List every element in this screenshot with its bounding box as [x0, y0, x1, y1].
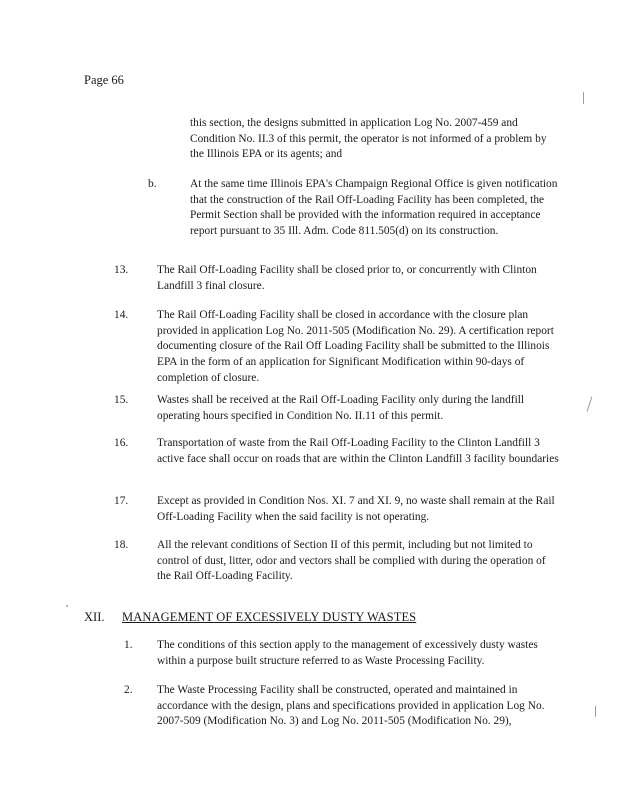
item-b-text: At the same time Illinois EPA's Champaign Regional Office is given notification that the construction of the Rail Off-Loading Facility has been completed, the Permit Section shall be provided with the information required in acceptance report pursuant to 35 Ill. Adm. Code 811.505(d) on its construction. — [190, 178, 558, 238]
condition-17-text: Except as provided in Condition Nos. XI. 7 and XI. 9, no waste shall remain at the Rail Off-Loading Facility when the said facility is not operating. — [157, 495, 555, 523]
condition-18-text: All the relevant conditions of Section II of this permit, including but not limited to control of dust, litter, odor and vectors shall be complied with during the operation of the Rail Off-Loading Facility. — [157, 539, 546, 583]
condition-14-number: 14. — [114, 309, 129, 321]
scan-speck — [583, 92, 584, 104]
scan-speck — [66, 605, 68, 607]
section-item-1-text: The conditions of this section apply to the management of excessively dusty wastes within a purpose built structure referred to as Waste Processing Facility. — [157, 639, 538, 667]
item-b-marker: b. — [148, 178, 157, 190]
page-number: Page 66 — [84, 73, 124, 87]
scan-speck — [595, 706, 596, 717]
condition-17-number: 17. — [114, 495, 129, 507]
scan-speck — [587, 396, 593, 412]
condition-13-number: 13. — [114, 264, 129, 276]
section-number: XII. — [84, 610, 105, 624]
condition-18-number: 18. — [114, 539, 129, 551]
condition-15-number: 15. — [114, 394, 129, 406]
section-item-2-number: 2. — [124, 684, 133, 696]
condition-14-text: The Rail Off-Loading Facility shall be closed in accordance with the closure plan provided in application Log No. 2011-505 (Modification No. 29). A certification report documenting closure of the Rail Off Loading Facility shall be submitted to the Illinois EPA in the form of an application for Significant Modification within 90-days of completion of closure. — [157, 309, 554, 384]
continued-paragraph: this section, the designs submitted in application Log No. 2007-459 and Condition No. II.3 of this permit, the operator is not informed of a problem by the Illinois EPA or its agents; and — [190, 117, 547, 161]
condition-15-text: Wastes shall be received at the Rail Off-Loading Facility only during the landfill operating hours specified in Condition No. II.11 of this permit. — [157, 394, 525, 422]
section-item-1-number: 1. — [124, 639, 133, 651]
section-item-2-text: The Waste Processing Facility shall be constructed, operated and maintained in accordance with the design, plans and specifications provided in application Log No. 2007-509 (Modification No. 3) and Log No. 2011-505 (Modification No. 29), — [157, 684, 545, 728]
condition-13-text: The Rail Off-Loading Facility shall be closed prior to, or concurrently with Clinton Landfill 3 final closure. — [157, 264, 537, 292]
section-title: MANAGEMENT OF EXCESSIVELY DUSTY WASTES — [122, 610, 417, 624]
condition-16-text: Transportation of waste from the Rail Off-Loading Facility to the Clinton Landfill 3 active face shall occur on roads that are within the Clinton Landfill 3 facility boundaries — [157, 437, 559, 465]
condition-16-number: 16. — [114, 437, 129, 449]
